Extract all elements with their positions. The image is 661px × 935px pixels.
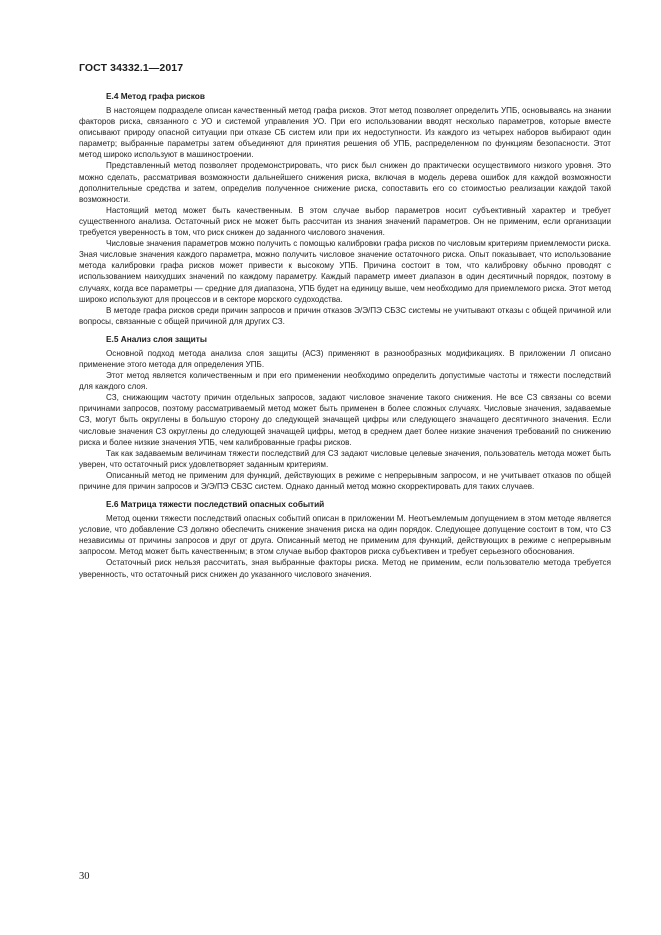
- section-heading: Е.6 Матрица тяжести последствий опасных событий: [106, 499, 325, 510]
- section-e4-risk-graph: [79, 91, 611, 327]
- paragraph: СЗ, снижающим частоту причин отдельных запросов, задают числовое значение такого снижения. Не все СЗ связаны со всеми причинами запросов, поэтому рассматриваемый метод может быть применен в более сложных случаях. Числовые значения, задаваемые СЗ, могут быть округлены в большую сторону до следующей значащей цифры или следующего значащего десятичного значения. Если числовые значения СЗ округлены до следующей значащей цифры, метод в среднем дает более низкие значения требований по снижению риска и более низкие значения УПБ, чем калиброванные графы рисков.: [79, 393, 611, 447]
- paragraph: Остаточный риск нельзя рассчитать, зная выбранные факторы риска. Метод не применим, если пользователю метода требуется уверенность, что остаточный риск снижен до указанного числового значения.: [79, 558, 611, 579]
- paragraph: Представленный метод позволяет продемонстрировать, что риск был снижен до практически осуществимого низкого уровня. Это можно сделать, рассматривая возможности дальнейшего снижения риска, включая в модель дерева ошибок для каждой возможности дополнительные средства и затем, определив полученное снижение риска, сопоставить его со стоимостью реализации каждой такой возможности.: [79, 161, 611, 204]
- paragraph: Так как задаваемым величинам тяжести последствий для СЗ задают числовые целевые значения, пользователь метода может быть уверен, что остаточный риск удовлетворяет заданным критериям.: [79, 448, 611, 469]
- page-number: 30: [79, 871, 90, 882]
- standard-code-header: ГОСТ 34332.1—2017: [79, 62, 184, 74]
- paragraph: Метод оценки тяжести последствий опасных событий описан в приложении М. Неотъемлемым допущением в этом методе является условие, что добавление СЗ должно обеспечить снижение значения риска на один порядок. Следующее допущение состоит в том, что СЗ независимы от причины запросов и друг от друга. Описанный метод не применим для функций, действующих в режиме с непрерывным запросом. Метод может быть качественным; в этом случае выбор факторов риска субъективен и требует серьезного обоснования.: [79, 514, 611, 557]
- paragraph: В настоящем подразделе описан качественный метод графа рисков. Этот метод позволяет определить УПБ, основываясь на знании факторов риска, связанного с УО и системой управления УО. При его использовании вводят несколько параметров, которые вместе описывают природу опасной ситуации при отказе СБ систем или при их недоступности. Из каждого из четырех наборов выбирают один параметр; выбранные параметры затем объединяют для принятия решения об УПБ, распределенном по функциям безопасности. Этот метод широко используют в машиностроении.: [79, 106, 611, 160]
- section-e5-layer-of-protection: [79, 334, 611, 492]
- section-heading: Е.5 Анализ слоя защиты: [106, 333, 207, 344]
- paragraph: Этот метод является количественным и при его применении необходимо определить допустимые частоты и тяжести последствий для каждого слоя.: [79, 371, 611, 392]
- paragraph: Основной подход метода анализа слоя защиты (АСЗ) применяют в разнообразных модификациях. В приложении Л описано применение этого метода для определения УПБ.: [79, 348, 611, 369]
- paragraph: Числовые значения параметров можно получить с помощью калибровки графа рисков по числовым критериям приемлемости риска. Зная числовые значения каждого параметра, можно получить числовое значение остаточного риска. Опыт показывает, что использование метода калибровки графа рисков может привести к высокому УПБ. Причина состоит в том, что калибровку обычно проводят с использованием наихудших значений по каждому параметру. Каждый параметр имеет диапазон в один десятичный порядок, поэтому в случаях, когда все параметры — средние для диапазона, УПБ будет на единицу выше, чем необходимо для приемлемого риска. Этот метод широко используют для процессов и в секторе морского судоходства.: [79, 239, 612, 304]
- paragraph: В методе графа рисков среди причин запросов и причин отказов Э/Э/ПЭ СБЗС системы не учитывают отказы с общей причиной или вопросы, связанные с общей причиной для других СЗ.: [79, 305, 611, 326]
- paragraph: Описанный метод не применим для функций, действующих в режиме с непрерывным запросом, и не учитывает отказов по общей причине для причин запросов и Э/Э/ПЭ СБЗС систем. Однако данный метод можно скорректировать для таких случаев.: [79, 470, 611, 491]
- page-body: [79, 91, 611, 580]
- paragraph: Настоящий метод может быть качественным. В этом случае выбор параметров носит субъективный характер и требует существенного анализа. Остаточный риск не может быть рассчитан из знания значений параметров. Он не применим, если организации требуется уверенность в том, что риск снижен до заданного числового значения.: [79, 205, 611, 238]
- section-heading: Е.4 Метод графа рисков: [106, 91, 205, 101]
- section-e6-severity-matrix: [79, 499, 611, 580]
